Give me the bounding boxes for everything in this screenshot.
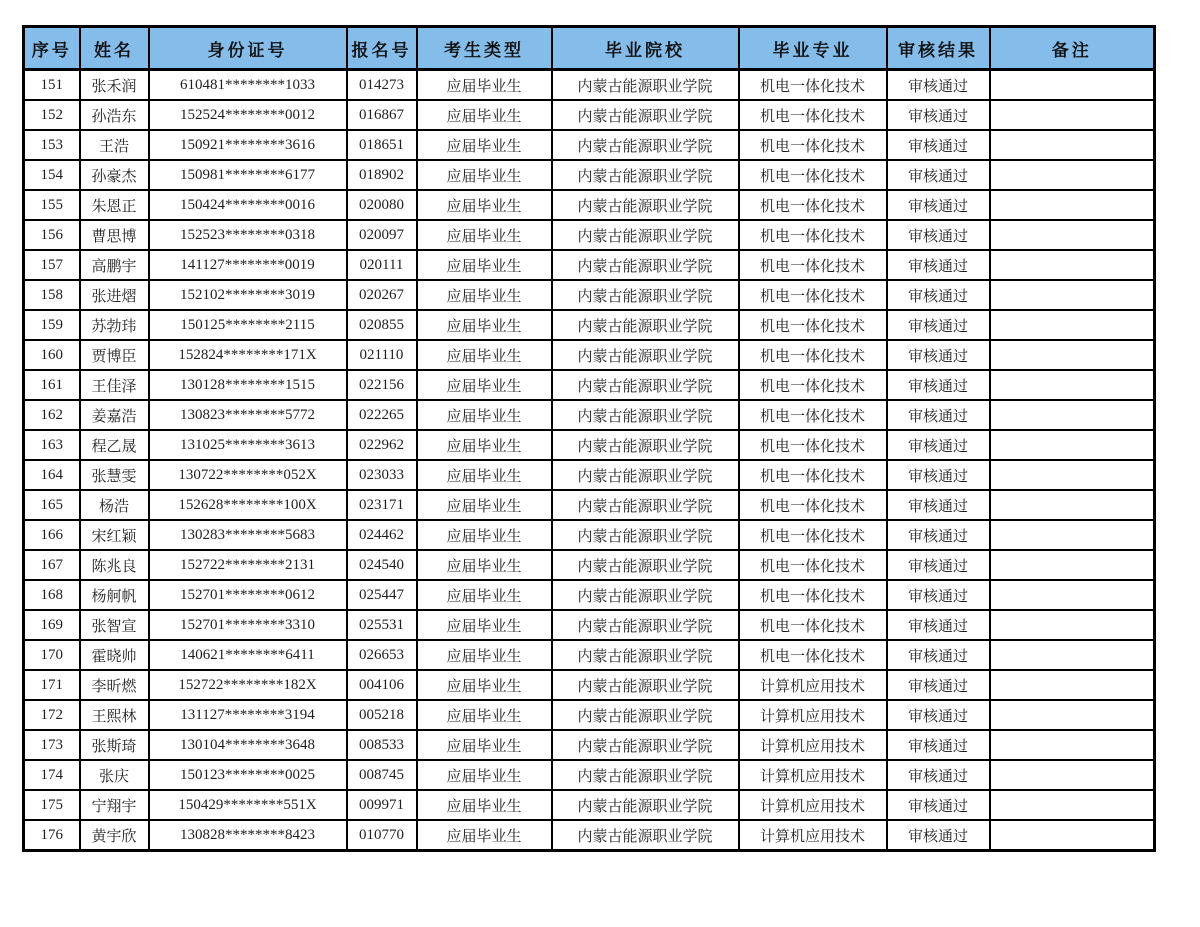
table-cell: 内蒙古能源职业学院	[552, 760, 739, 790]
table-cell: 机电一体化技术	[739, 130, 887, 160]
table-cell: 应届毕业生	[417, 700, 552, 730]
table-cell: 150123********0025	[149, 760, 347, 790]
table-cell: 内蒙古能源职业学院	[552, 340, 739, 370]
table-row	[24, 520, 1155, 550]
table-cell: 160	[24, 340, 80, 370]
table-cell: 018902	[347, 160, 417, 190]
table-cell: 应届毕业生	[417, 760, 552, 790]
table-cell	[990, 790, 1155, 820]
table-cell	[990, 610, 1155, 640]
table-cell: 173	[24, 730, 80, 760]
column-header: 审核结果	[887, 27, 990, 70]
table-cell: 023171	[347, 490, 417, 520]
table-cell: 机电一体化技术	[739, 310, 887, 340]
table-cell: 008745	[347, 760, 417, 790]
table-cell: 机电一体化技术	[739, 370, 887, 400]
table-cell: 杨舸帆	[80, 580, 149, 610]
table-cell: 张庆	[80, 760, 149, 790]
table-cell: 审核通过	[887, 100, 990, 130]
table-cell: 024540	[347, 550, 417, 580]
table-cell: 审核通过	[887, 760, 990, 790]
table-cell: 151	[24, 70, 80, 101]
table-cell: 156	[24, 220, 80, 250]
table-cell: 应届毕业生	[417, 550, 552, 580]
table-cell: 审核通过	[887, 130, 990, 160]
table-cell: 140621********6411	[149, 640, 347, 670]
table-cell: 152524********0012	[149, 100, 347, 130]
table-cell: 内蒙古能源职业学院	[552, 490, 739, 520]
table-cell: 内蒙古能源职业学院	[552, 430, 739, 460]
table-cell: 应届毕业生	[417, 70, 552, 101]
table-cell: 霍晓帅	[80, 640, 149, 670]
table-cell: 应届毕业生	[417, 430, 552, 460]
table-cell: 审核通过	[887, 490, 990, 520]
table-cell: 应届毕业生	[417, 100, 552, 130]
table-cell: 计算机应用技术	[739, 820, 887, 851]
column-header: 姓名	[80, 27, 149, 70]
table-cell: 169	[24, 610, 80, 640]
table-cell: 163	[24, 430, 80, 460]
table-cell: 150424********0016	[149, 190, 347, 220]
table-cell: 内蒙古能源职业学院	[552, 820, 739, 851]
table-cell: 孙豪杰	[80, 160, 149, 190]
table-cell: 机电一体化技术	[739, 490, 887, 520]
table-row	[24, 790, 1155, 820]
table-cell: 内蒙古能源职业学院	[552, 550, 739, 580]
table-cell: 审核通过	[887, 160, 990, 190]
table-cell	[990, 460, 1155, 490]
table-cell: 计算机应用技术	[739, 760, 887, 790]
table-cell: 175	[24, 790, 80, 820]
table-cell: 020111	[347, 250, 417, 280]
table-cell: 应届毕业生	[417, 640, 552, 670]
table-cell: 朱恩正	[80, 190, 149, 220]
table-cell: 020097	[347, 220, 417, 250]
table-cell: 审核通过	[887, 250, 990, 280]
table-cell: 杨浩	[80, 490, 149, 520]
table-cell: 苏勃玮	[80, 310, 149, 340]
table-cell: 016867	[347, 100, 417, 130]
column-header: 身份证号	[149, 27, 347, 70]
table-cell: 171	[24, 670, 80, 700]
table-cell: 审核通过	[887, 640, 990, 670]
table-cell: 130283********5683	[149, 520, 347, 550]
table-cell: 159	[24, 310, 80, 340]
table-cell: 审核通过	[887, 340, 990, 370]
table-cell: 内蒙古能源职业学院	[552, 520, 739, 550]
table-row	[24, 280, 1155, 310]
table-cell: 131025********3613	[149, 430, 347, 460]
table-cell: 计算机应用技术	[739, 700, 887, 730]
table-cell	[990, 370, 1155, 400]
table-cell: 020855	[347, 310, 417, 340]
table-cell: 应届毕业生	[417, 580, 552, 610]
table-row	[24, 250, 1155, 280]
table-cell: 机电一体化技术	[739, 610, 887, 640]
table-cell: 王熙林	[80, 700, 149, 730]
table-cell: 张慧雯	[80, 460, 149, 490]
table-row	[24, 700, 1155, 730]
table-cell	[990, 340, 1155, 370]
table-row	[24, 550, 1155, 580]
table-cell: 计算机应用技术	[739, 730, 887, 760]
table-row	[24, 370, 1155, 400]
table-cell: 025447	[347, 580, 417, 610]
table-cell: 021110	[347, 340, 417, 370]
table-cell: 009971	[347, 790, 417, 820]
table-cell: 内蒙古能源职业学院	[552, 790, 739, 820]
table-row	[24, 70, 1155, 101]
table-cell: 内蒙古能源职业学院	[552, 730, 739, 760]
column-header: 报名号	[347, 27, 417, 70]
table-cell: 应届毕业生	[417, 820, 552, 851]
table-cell: 152628********100X	[149, 490, 347, 520]
table-header	[24, 27, 1155, 70]
candidate-roster-table	[22, 25, 1156, 852]
table-cell	[990, 490, 1155, 520]
table-row	[24, 310, 1155, 340]
table-cell: 内蒙古能源职业学院	[552, 160, 739, 190]
table-cell: 审核通过	[887, 400, 990, 430]
table-cell: 167	[24, 550, 80, 580]
table-row	[24, 400, 1155, 430]
table-cell: 018651	[347, 130, 417, 160]
table-cell: 应届毕业生	[417, 160, 552, 190]
table-cell: 161	[24, 370, 80, 400]
table-cell: 应届毕业生	[417, 730, 552, 760]
table-cell: 内蒙古能源职业学院	[552, 580, 739, 610]
table-cell: 审核通过	[887, 550, 990, 580]
table-cell	[990, 820, 1155, 851]
table-cell: 机电一体化技术	[739, 280, 887, 310]
table-cell: 机电一体化技术	[739, 400, 887, 430]
table-row	[24, 580, 1155, 610]
table-cell: 168	[24, 580, 80, 610]
table-cell: 计算机应用技术	[739, 790, 887, 820]
table-cell: 李昕燃	[80, 670, 149, 700]
table-cell: 审核通过	[887, 220, 990, 250]
table-cell: 高鹏宇	[80, 250, 149, 280]
table-cell: 审核通过	[887, 670, 990, 700]
table-cell: 内蒙古能源职业学院	[552, 310, 739, 340]
table-cell: 022156	[347, 370, 417, 400]
table-cell	[990, 160, 1155, 190]
table-cell: 王浩	[80, 130, 149, 160]
table-cell: 170	[24, 640, 80, 670]
table-cell: 150429********551X	[149, 790, 347, 820]
table-row	[24, 460, 1155, 490]
table-cell: 162	[24, 400, 80, 430]
table-cell: 机电一体化技术	[739, 70, 887, 101]
table-cell: 152701********3310	[149, 610, 347, 640]
table-cell: 机电一体化技术	[739, 640, 887, 670]
table-cell: 131127********3194	[149, 700, 347, 730]
table-cell: 应届毕业生	[417, 220, 552, 250]
table-cell: 审核通过	[887, 790, 990, 820]
table-cell: 内蒙古能源职业学院	[552, 280, 739, 310]
table-cell	[990, 760, 1155, 790]
table-cell: 157	[24, 250, 80, 280]
table-cell: 审核通过	[887, 310, 990, 340]
table-cell	[990, 730, 1155, 760]
table-cell: 内蒙古能源职业学院	[552, 640, 739, 670]
table-cell: 内蒙古能源职业学院	[552, 460, 739, 490]
table-cell: 023033	[347, 460, 417, 490]
table-cell: 应届毕业生	[417, 520, 552, 550]
table-cell: 174	[24, 760, 80, 790]
table-cell	[990, 130, 1155, 160]
table-cell: 贾博臣	[80, 340, 149, 370]
table-cell	[990, 220, 1155, 250]
table-cell: 审核通过	[887, 610, 990, 640]
table-cell: 152722********2131	[149, 550, 347, 580]
table-cell: 026653	[347, 640, 417, 670]
table-cell	[990, 190, 1155, 220]
table-cell: 005218	[347, 700, 417, 730]
table-cell: 机电一体化技术	[739, 580, 887, 610]
table-cell: 166	[24, 520, 80, 550]
table-cell: 150921********3616	[149, 130, 347, 160]
table-cell: 应届毕业生	[417, 130, 552, 160]
table-cell: 机电一体化技术	[739, 460, 887, 490]
table-cell: 153	[24, 130, 80, 160]
table-cell: 审核通过	[887, 70, 990, 101]
table-cell: 022265	[347, 400, 417, 430]
column-header: 毕业院校	[552, 27, 739, 70]
table-cell: 应届毕业生	[417, 310, 552, 340]
table-cell	[990, 100, 1155, 130]
table-cell: 应届毕业生	[417, 340, 552, 370]
table-cell: 应届毕业生	[417, 250, 552, 280]
column-header: 考生类型	[417, 27, 552, 70]
table-row	[24, 100, 1155, 130]
table-cell: 黄宇欣	[80, 820, 149, 851]
table-cell	[990, 250, 1155, 280]
table-cell: 应届毕业生	[417, 370, 552, 400]
table-cell: 152824********171X	[149, 340, 347, 370]
table-cell: 154	[24, 160, 80, 190]
table-cell: 152722********182X	[149, 670, 347, 700]
table-cell: 152523********0318	[149, 220, 347, 250]
table-cell: 机电一体化技术	[739, 550, 887, 580]
table-cell: 内蒙古能源职业学院	[552, 70, 739, 101]
table-cell: 内蒙古能源职业学院	[552, 610, 739, 640]
table-cell: 应届毕业生	[417, 280, 552, 310]
table-cell: 165	[24, 490, 80, 520]
table-cell: 内蒙古能源职业学院	[552, 190, 739, 220]
table-cell: 130828********8423	[149, 820, 347, 851]
table-cell: 内蒙古能源职业学院	[552, 400, 739, 430]
column-header: 毕业专业	[739, 27, 887, 70]
table-row	[24, 340, 1155, 370]
table-row	[24, 160, 1155, 190]
table-cell: 150125********2115	[149, 310, 347, 340]
table-row	[24, 640, 1155, 670]
table-cell: 曹思博	[80, 220, 149, 250]
table-cell: 应届毕业生	[417, 670, 552, 700]
table-cell: 陈兆良	[80, 550, 149, 580]
table-cell	[990, 430, 1155, 460]
table-cell: 141127********0019	[149, 250, 347, 280]
table-cell: 004106	[347, 670, 417, 700]
table-row	[24, 670, 1155, 700]
table-cell: 审核通过	[887, 460, 990, 490]
table-cell: 022962	[347, 430, 417, 460]
table-cell: 内蒙古能源职业学院	[552, 370, 739, 400]
table-row	[24, 820, 1155, 851]
table-cell: 机电一体化技术	[739, 190, 887, 220]
column-header: 备注	[990, 27, 1155, 70]
table-cell: 130128********1515	[149, 370, 347, 400]
table-cell: 020267	[347, 280, 417, 310]
table-cell: 172	[24, 700, 80, 730]
table-row	[24, 130, 1155, 160]
table-cell: 130722********052X	[149, 460, 347, 490]
column-header: 序号	[24, 27, 80, 70]
table-cell: 审核通过	[887, 580, 990, 610]
table-cell: 008533	[347, 730, 417, 760]
table-cell	[990, 70, 1155, 101]
table-body	[24, 70, 1155, 851]
table-cell: 025531	[347, 610, 417, 640]
table-cell: 152102********3019	[149, 280, 347, 310]
table-cell: 内蒙古能源职业学院	[552, 700, 739, 730]
table-row	[24, 430, 1155, 460]
table-cell: 机电一体化技术	[739, 220, 887, 250]
table-cell	[990, 580, 1155, 610]
table-cell	[990, 640, 1155, 670]
table-cell: 审核通过	[887, 370, 990, 400]
table-cell: 152	[24, 100, 80, 130]
table-cell: 宋红颖	[80, 520, 149, 550]
table-cell: 机电一体化技术	[739, 160, 887, 190]
table-cell: 机电一体化技术	[739, 520, 887, 550]
table-cell: 审核通过	[887, 700, 990, 730]
table-cell: 内蒙古能源职业学院	[552, 100, 739, 130]
table-cell: 130104********3648	[149, 730, 347, 760]
table-cell: 程乙晟	[80, 430, 149, 460]
table-cell: 张智宣	[80, 610, 149, 640]
table-cell: 内蒙古能源职业学院	[552, 670, 739, 700]
table-row	[24, 730, 1155, 760]
table-cell	[990, 670, 1155, 700]
table-cell: 王佳泽	[80, 370, 149, 400]
table-cell	[990, 700, 1155, 730]
table-cell: 张进熠	[80, 280, 149, 310]
table-cell: 152701********0612	[149, 580, 347, 610]
table-cell: 应届毕业生	[417, 190, 552, 220]
table-row	[24, 220, 1155, 250]
table-cell: 机电一体化技术	[739, 430, 887, 460]
table-row	[24, 760, 1155, 790]
table-row	[24, 190, 1155, 220]
header-row	[24, 27, 1155, 70]
table-cell: 内蒙古能源职业学院	[552, 130, 739, 160]
table-cell	[990, 280, 1155, 310]
table-cell: 张斯琦	[80, 730, 149, 760]
table-cell: 应届毕业生	[417, 490, 552, 520]
table-cell: 审核通过	[887, 280, 990, 310]
table-cell: 130823********5772	[149, 400, 347, 430]
table-cell: 内蒙古能源职业学院	[552, 220, 739, 250]
table-cell: 宁翔宇	[80, 790, 149, 820]
table-cell	[990, 520, 1155, 550]
table-cell: 176	[24, 820, 80, 851]
table-cell: 010770	[347, 820, 417, 851]
table-cell: 机电一体化技术	[739, 340, 887, 370]
table-cell: 机电一体化技术	[739, 100, 887, 130]
table-cell: 155	[24, 190, 80, 220]
table-cell	[990, 310, 1155, 340]
table-cell: 020080	[347, 190, 417, 220]
table-cell: 内蒙古能源职业学院	[552, 250, 739, 280]
table-cell: 孙浩东	[80, 100, 149, 130]
table-cell: 计算机应用技术	[739, 670, 887, 700]
table-cell: 张禾润	[80, 70, 149, 101]
table-cell: 审核通过	[887, 190, 990, 220]
table-cell: 应届毕业生	[417, 400, 552, 430]
table-cell: 应届毕业生	[417, 610, 552, 640]
table-cell: 150981********6177	[149, 160, 347, 190]
table-cell: 机电一体化技术	[739, 250, 887, 280]
table-cell: 610481********1033	[149, 70, 347, 101]
table-cell: 审核通过	[887, 520, 990, 550]
table-row	[24, 490, 1155, 520]
table-cell: 姜嘉浩	[80, 400, 149, 430]
table-cell: 024462	[347, 520, 417, 550]
table-cell: 审核通过	[887, 430, 990, 460]
table-cell: 014273	[347, 70, 417, 101]
table-cell	[990, 550, 1155, 580]
table-cell: 审核通过	[887, 820, 990, 851]
table-row	[24, 610, 1155, 640]
table-cell	[990, 400, 1155, 430]
table-cell: 应届毕业生	[417, 460, 552, 490]
table-cell: 应届毕业生	[417, 790, 552, 820]
table-cell: 158	[24, 280, 80, 310]
table-cell: 审核通过	[887, 730, 990, 760]
table-cell: 164	[24, 460, 80, 490]
